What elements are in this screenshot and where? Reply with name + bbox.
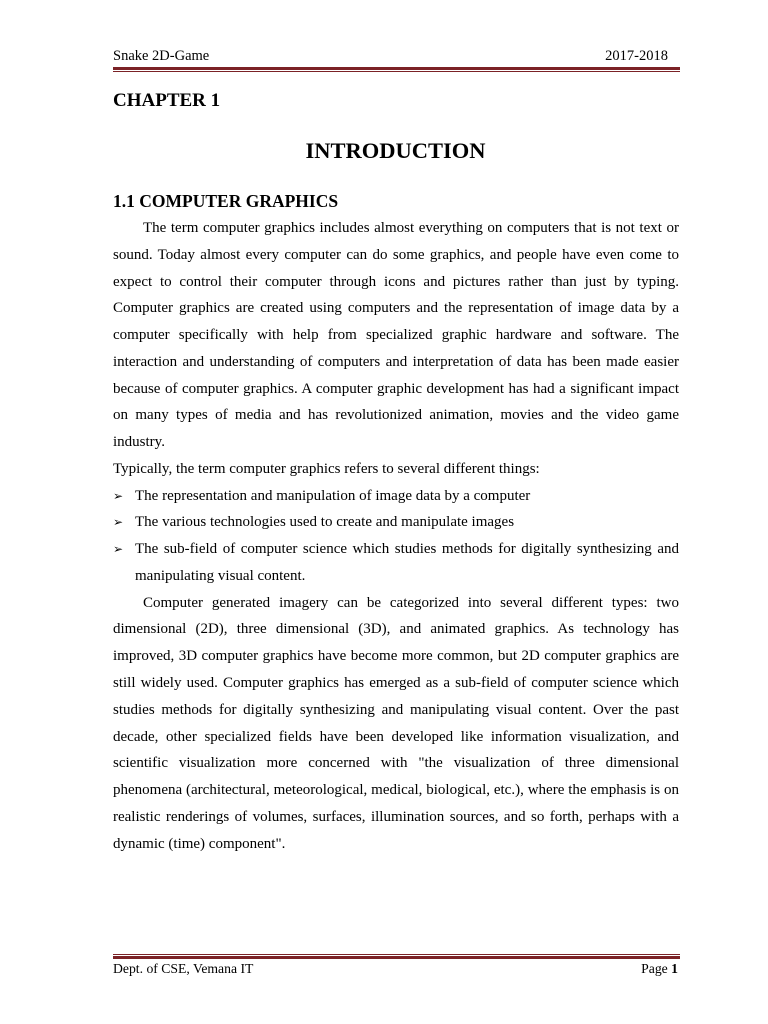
paragraph-line: on many types of media and has revolutionized animation, movies and the video game <box>113 407 679 424</box>
header-rule-thick <box>113 67 680 70</box>
paragraph-line: studies methods for digitally synthesizing and manipulating visual content. Over the past <box>113 701 679 718</box>
paragraph-1 <box>113 215 679 456</box>
list-item-text: manipulating visual content. <box>135 567 306 584</box>
arrow-bullet-icon: ➢ <box>113 515 124 530</box>
list-item-text: The representation and manipulation of image data by a computer <box>135 487 531 504</box>
footer-department: Dept. of CSE, Vemana IT <box>113 961 254 976</box>
paragraph-line: Computer generated imagery can be categorized into several different types: two <box>143 594 679 611</box>
arrow-bullet-icon: ➢ <box>113 488 124 503</box>
paragraph-line: decade, other specialized fields have been developed like information visualization, and <box>113 728 679 745</box>
paragraph-line: scientific visualization more concerned with "the visualization of three dimensional <box>113 755 679 772</box>
header-rule-thin <box>113 71 680 72</box>
page-number-value: 1 <box>671 961 678 976</box>
paragraph-line: still widely used. Computer graphics has emerged as a sub-field of computer science which <box>113 675 679 692</box>
footer-rule-thin <box>113 954 680 955</box>
running-header-title: Snake 2D-Game <box>113 48 210 64</box>
list-item-text: The sub-field of computer science which studies methods for digitally synthesizing and <box>135 541 679 558</box>
body-text <box>113 215 679 857</box>
paragraph-line: dynamic (time) component". <box>113 835 286 852</box>
paragraph-line: expect to control their computer through icons and pictures rather than just by typing. <box>113 273 679 290</box>
paragraph-line: because of computer graphics. A computer graphic development has had a significant impact <box>113 380 679 397</box>
page-number <box>641 961 678 977</box>
bullet-list <box>113 483 679 590</box>
page-label: Page <box>641 961 668 976</box>
paragraph-line: dimensional (2D), three dimensional (3D), and animated graphics. As technology has <box>113 621 679 638</box>
footer-rule-thick <box>113 956 680 959</box>
paragraph-line: The term computer graphics includes almost everything on computers that is not text or <box>143 220 679 236</box>
list-item <box>113 483 679 510</box>
paragraph-2 <box>113 590 679 858</box>
paragraph-line: industry. <box>113 434 165 451</box>
list-item-text: The various technologies used to create and manipulate images <box>135 514 515 531</box>
list-item <box>113 509 679 536</box>
paragraph-line: phenomena (architectural, meteorological, medical, biological, etc.), where the emphasis is on <box>113 782 679 799</box>
section-heading: 1.1 COMPUTER GRAPHICS <box>113 191 339 211</box>
list-intro: Typically, the term computer graphics refers to several different things: <box>113 460 540 477</box>
page-title: INTRODUCTION <box>305 138 486 163</box>
paragraph-line: interaction and understanding of computers and interpretation of data has been made easier <box>113 353 679 370</box>
chapter-heading: CHAPTER 1 <box>113 90 221 111</box>
paragraph-line: Computer graphics are created using computers and the representation of image data by a <box>113 300 679 317</box>
paragraph-line: sound. Today almost every computer can do some graphics, and people have even come to <box>113 246 679 263</box>
paragraph-line: realistic renderings of volumes, surfaces, illumination sources, and so forth, perhaps with a <box>113 808 679 825</box>
running-header-year: 2017-2018 <box>605 48 668 64</box>
list-item <box>113 536 679 590</box>
arrow-bullet-icon: ➢ <box>113 542 124 557</box>
paragraph-line: computer specifically with help from specialized graphic hardware and software. The <box>113 327 679 344</box>
paragraph-line: improved, 3D computer graphics have become more common, but 2D computer graphics are <box>113 648 679 665</box>
